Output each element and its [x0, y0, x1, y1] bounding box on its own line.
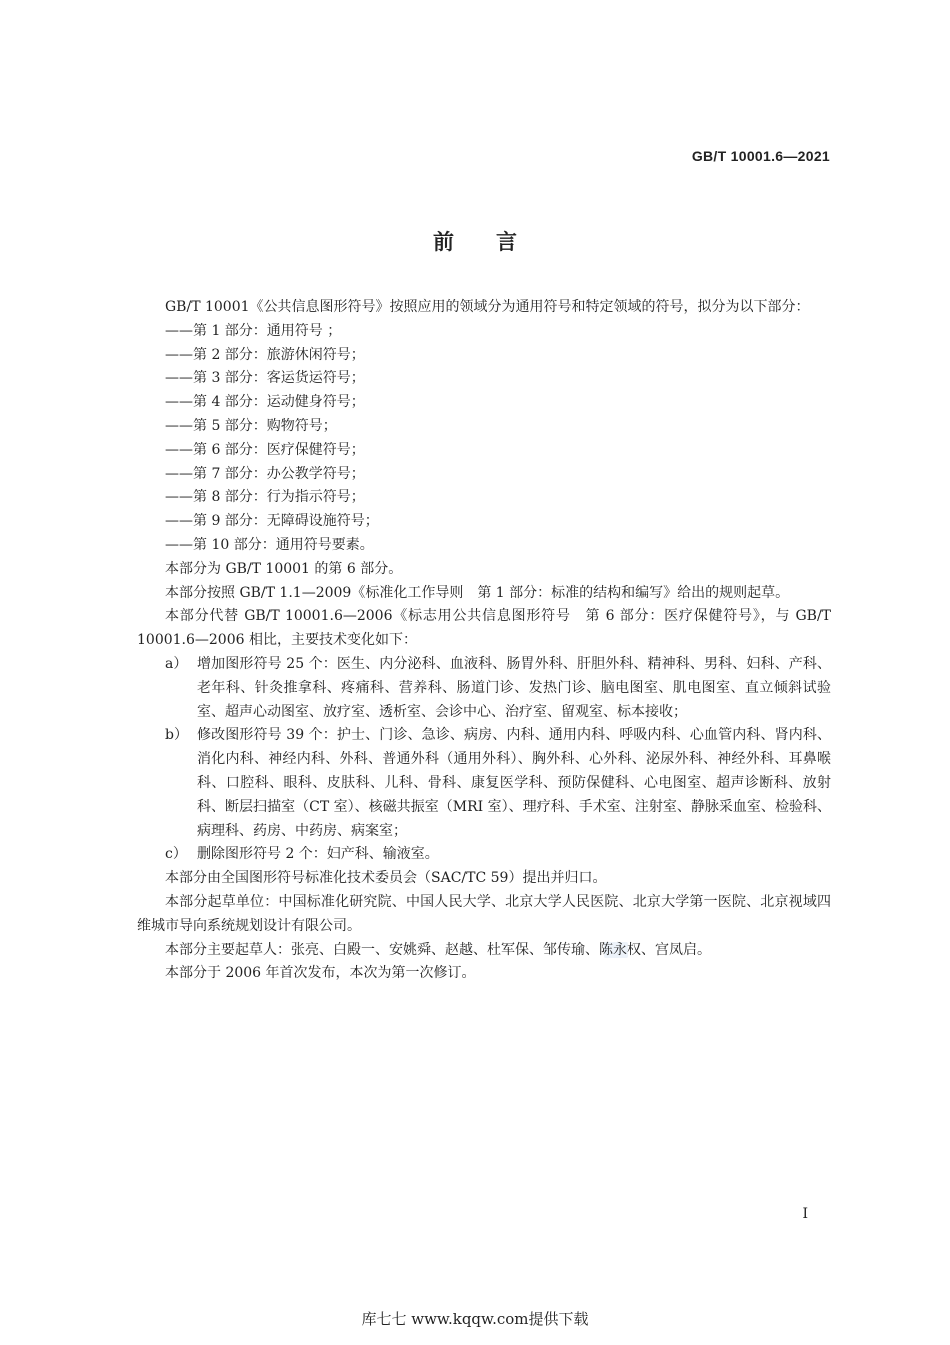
list-item: ——第 9 部分：无障碍设施符号； [165, 513, 379, 530]
drafters-paragraph: 本部分主要起草人：张亮、白殿一、安姚舜、赵越、杜军保、邹传瑜、陈永权、宫凤启。 [165, 941, 711, 958]
page-title: 前言 [433, 230, 559, 254]
list-item: ——第 5 部分：购物符号； [165, 417, 337, 434]
list-item: ——第 8 部分：行为指示符号； [165, 489, 365, 506]
change-text: 修改图形符号 39 个：护士、门诊、急诊、病房、内科、通用内科、呼吸内科、心血管内科、肾内科、消化内科、神经内科、外科、普通外科（通用外科）、胸外科、心外科、泌尿外科、神经外科、耳鼻喉科、口腔科、眼科、皮肤科、儿科、骨科、康复医学科、预防保健科、心电图室、超声诊断科、放射科、断层扫描室（CT 室）、核磁共振室（MRI 室）、理疗科、手术室、注射室、静脉采血室、检验科、病理科、药房、中药房、病案室； [197, 727, 831, 839]
change-label: c） [165, 846, 187, 863]
change-text: 删除图形符号 2 个：妇产科、输液室。 [197, 846, 439, 863]
list-item: ——第 10 部分：通用符号要素。 [165, 536, 374, 553]
intro-paragraph: GB/T 10001《公共信息图形符号》按照应用的领域分为通用符号和特定领域的符号，拟分为以下部分： [165, 299, 810, 315]
footer-watermark: 库七七 www.kqqw.com提供下载 [361, 1310, 589, 1328]
parts-list [137, 320, 831, 558]
drafting-rules-paragraph: 本部分按照 GB/T 1.1—2009《标准化工作导则 第 1 部分：标准的结构和编写》给出的规则起草。 [165, 584, 790, 601]
list-item: ——第 6 部分：医疗保健符号； [165, 441, 365, 458]
list-item: ——第 1 部分：通用符号 ； [165, 322, 342, 339]
change-item [137, 843, 831, 867]
replaces-paragraph: 本部分代替 GB/T 10001.6—2006《标志用公共信息图形符号 第 6 部分：医疗保健符号》，与 GB/T 10001.6—2006 相比，主要技术变化如下： [137, 608, 831, 649]
change-item [137, 653, 831, 724]
this-part-paragraph: 本部分为 GB/T 10001 的第 6 部分。 [165, 560, 403, 577]
list-item: ——第 3 部分：客运货运符号； [165, 370, 365, 387]
change-text: 增加图形符号 25 个：医生、内分泌科、血液科、肠胃外科、肝胆外科、精神科、男科、妇科、产科、老年科、针灸推拿科、疼痛科、营养科、肠道门诊、发热门诊、脑电图室、肌电图室、直立倾斜试验室、超声心动图室、放疗室、透析室、会诊中心、治疗室、留观室、标本接收； [197, 655, 831, 720]
changes-list [137, 653, 831, 867]
list-item: ——第 7 部分：办公教学符号； [165, 465, 365, 482]
history-paragraph: 本部分于 2006 年首次发布，本次为第一次修订。 [165, 965, 476, 982]
change-label: a） [165, 655, 188, 672]
page-number: I [802, 1206, 808, 1222]
drafting-units-paragraph: 本部分起草单位：中国标准化研究院、中国人民大学、北京大学人民医院、北京大学第一医院、北京视域四维城市导向系统规划设计有限公司。 [137, 893, 831, 934]
foreword-body [137, 296, 831, 986]
standard-code: GB/T 10001.6—2021 [691, 148, 830, 164]
committee-paragraph: 本部分由全国图形符号标准化技术委员会（SAC/TC 59）提出并归口。 [165, 870, 607, 887]
change-item [137, 724, 831, 843]
change-label: b） [165, 727, 188, 744]
list-item: ——第 4 部分：运动健身符号； [165, 394, 365, 411]
list-item: ——第 2 部分：旅游休闲符号； [165, 346, 365, 363]
